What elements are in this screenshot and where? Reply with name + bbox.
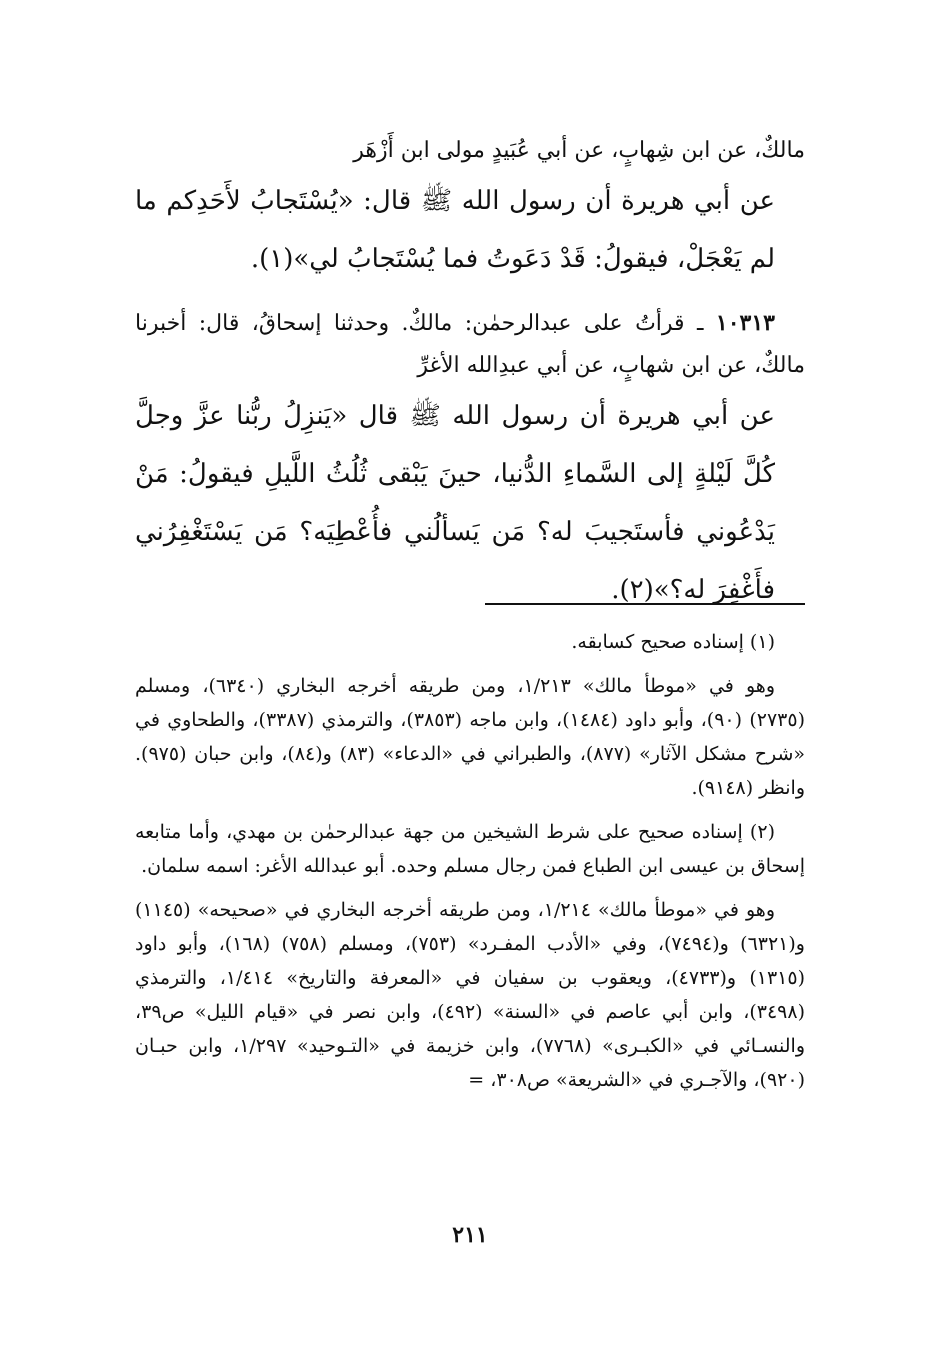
footnote-1-body: وهو في «موطأ مالك» ١/٢١٣، ومن طريقه أخرجه البخاري (٦٣٤٠)، ومسلم (٢٧٣٥) (٩٠)، وأبو داود (١٤٨٤)، وابن ماجه (٣٨٥٣)، والترمذي (٣٣٨٧)، والطحاوي في «شرح مشكل الآثار» (٨٧٧)، والطبراني في «الدعاء» (٨٣) و(٨٤)، وابن حبان (٩٧٥). وانظر (٩١٤٨). [135,675,805,799]
footnote-separator [485,603,805,605]
matn-2: عن أبي هريرة أن رسول الله ﷺ قال «يَنزِلُ ربُّنا عزَّ وجلَّ كُلَّ لَيْلةٍ إلى السَّماءِ الدُّنيا، حينَ يَبْقى ثُلُثُ اللَّيلِ فيقولُ: مَنْ يَدْعُوني فأستَجيبَ له؟ مَن يَسألُني فأُعْطِيَه؟ مَن يَسْتَغْفِرُني فأَغْفِرَ له؟»(٢). [135,401,775,605]
footnote-1-head: (١) إسناده صحيح كسابقه. [571,631,775,653]
hadith-number: ١٠٣١٣ [715,310,775,336]
footnote-2-body: وهو في «موطأ مالك» ١/٢١٤، ومن طريقه أخرجه البخاري في «صحيحه» (١١٤٥) و(٦٣٢١) و(٧٤٩٤)، وفي «الأدب المفـرد» (٧٥٣)، ومسلم (٧٥٨) (١٦٨)، وأبو داود (١٣١٥) و(٤٧٣٣)، ويعقوب بن سفيان في «المعرفة والتاريخ» ١/٤١٤، والترمذي (٣٤٩٨)، وابن أبي عاصم في «السنة» (٤٩٢)، وابن نصر في «قيام الليل» ص٣٩، والنسـائي في «الكبـرى» (٧٧٦٨)، وابن خزيمة في «التـوحيد» ١/٢٩٧، وابن حبـان (٩٢٠)، والآجـري في «الشريعة» ص٣٠٨، = [135,899,805,1091]
isnad-2: قرأتُ على عبدالرحمٰن: مالكٌ. وحدثنا إسحاقُ، قال: أخبرنا مالكٌ، عن ابن شهابٍ، عن أبي عبدِالله الأغرِّ [135,311,805,378]
hadith-dash: ـ [684,311,704,336]
footnote-2-head: (٢) إسناده صحيح على شرط الشيخين من جهة عبدالرحمٰن بن مهدي، وأما متابعه إسحاق بن عيسى ابن الطباع فمن رجال مسلم وحده. أبو عبدالله الأغر: اسمه سلمان. [135,821,805,877]
page-number: ٢١١ [452,1222,488,1248]
main-text [135,130,805,619]
isnad-1: مالكٌ، عن ابن شِهابٍ، عن أبي عُبَيدٍ مولى ابن أَزْهَر [353,138,805,163]
hadith-entry [135,302,805,387]
footnotes [135,625,805,1107]
matn-1: عن أبي هريرة أن رسول الله ﷺ قال: «يُسْتَجابُ لأَحَدِكم ما لم يَعْجَلْ، فيقولُ: قَدْ دَعَوتُ فما يُسْتَجابُ لي»(١). [135,186,775,274]
